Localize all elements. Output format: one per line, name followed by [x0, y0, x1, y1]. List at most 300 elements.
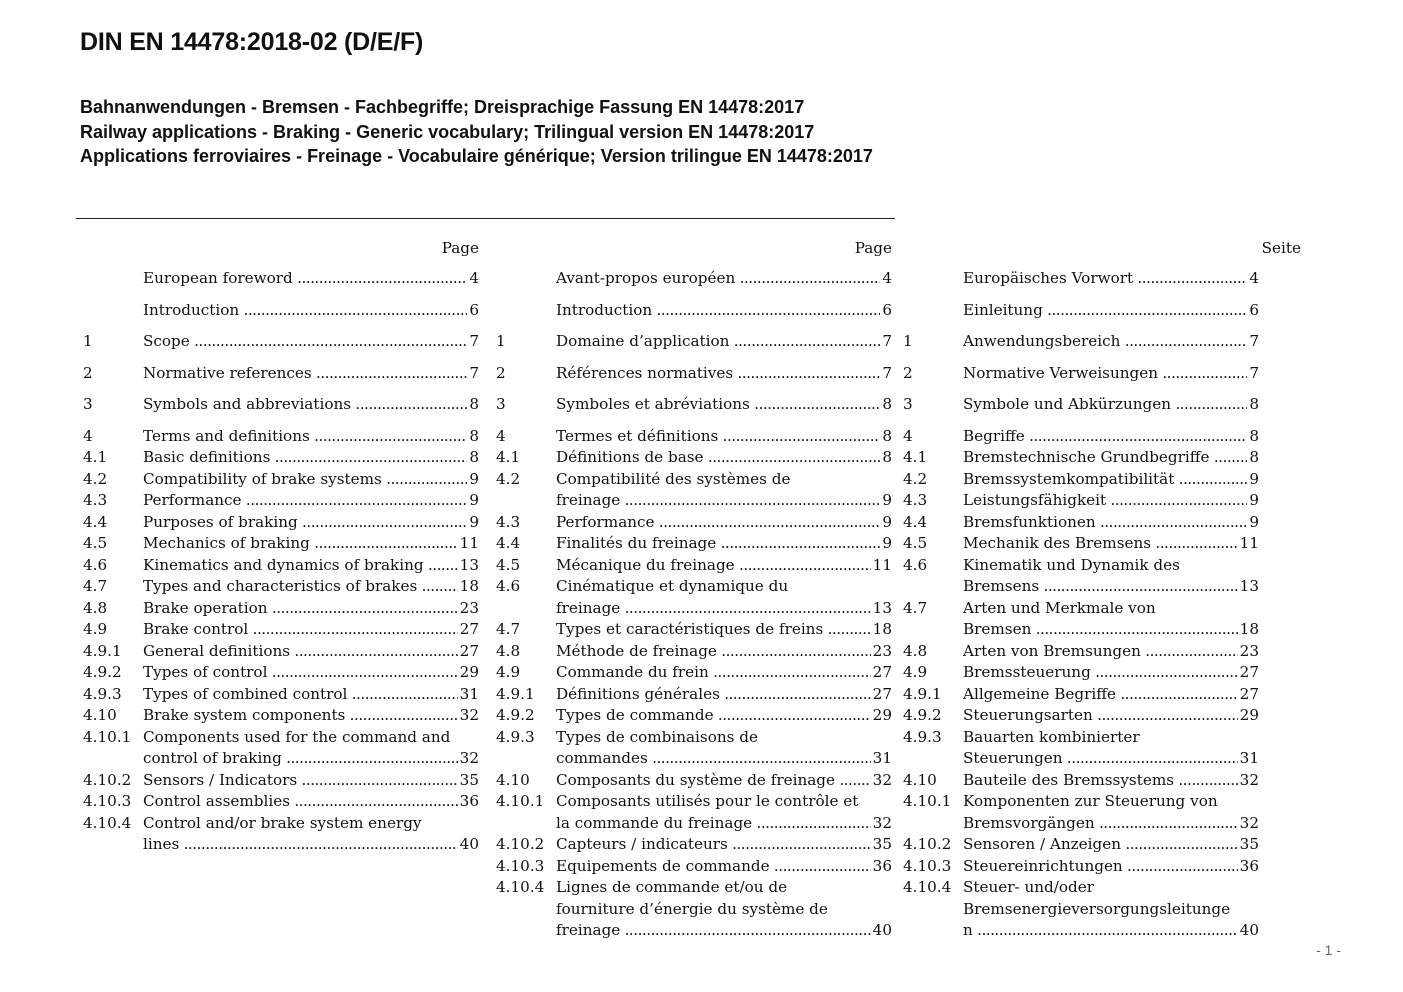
toc-entry[interactable] — [496, 834, 892, 856]
toc-entry[interactable] — [903, 705, 1259, 727]
toc-entry-title: Bremsens — [963, 577, 1040, 595]
toc-entry-title: Allgemeine Begriffe — [963, 684, 1117, 703]
toc-entry[interactable] — [83, 469, 479, 491]
toc-entry-title: Mechanics of braking — [143, 534, 310, 552]
toc-entry-title: Bauarten kombinierter — [963, 727, 1140, 746]
toc-entry-title: Composants du système de freinage — [556, 770, 836, 789]
toc-entry-title: Terms and definitions — [143, 426, 310, 445]
toc-entry-title: Bremstechnische Grundbegriffe — [963, 448, 1210, 466]
toc-entry-title: Basic definitions — [143, 448, 271, 466]
toc-entry-number: 4.6 — [903, 555, 928, 574]
toc-entry-title: Bremsen — [963, 620, 1032, 638]
toc-entry-number: 4.9.3 — [83, 684, 122, 703]
toc-entry[interactable] — [496, 555, 892, 577]
toc-spacer — [903, 290, 1259, 300]
toc-entry-number: 4.4 — [903, 512, 928, 531]
toc-entry-number: 4.9.2 — [496, 706, 535, 724]
toc-entry-title: Types de commande — [556, 706, 714, 724]
toc-entry-number: 4 — [83, 426, 93, 445]
toc-entry[interactable] — [496, 533, 892, 555]
toc-entry-title: Sensors / Indicators — [143, 770, 298, 789]
toc-entry-number — [903, 576, 963, 598]
toc-entry-page: 11 — [1238, 533, 1259, 555]
toc-entry-number: 4.8 — [496, 641, 521, 660]
toc-entry-page: 8 — [880, 426, 892, 448]
toc-entry-number: 4.4 — [83, 512, 108, 531]
toc-entry-title: Méthode de freinage — [556, 641, 717, 660]
toc-entry-number: 4 — [903, 426, 913, 445]
toc-entry-page: 13 — [1238, 576, 1259, 598]
toc-entry-page: 7 — [880, 363, 892, 385]
toc-entry[interactable] — [83, 727, 479, 770]
toc-entry-title: Kinematics and dynamics of braking — [143, 555, 424, 574]
toc-entry-number: 4.7 — [903, 598, 928, 617]
toc-entry-title: Introduction — [556, 300, 653, 319]
toc-entry-title: Arten von Bremsungen — [963, 641, 1141, 660]
title-divider — [76, 218, 895, 219]
toc-entry-page: 40 — [871, 920, 892, 942]
toc-entry[interactable] — [903, 555, 1259, 598]
toc-entry-number — [903, 899, 963, 921]
toc-entry-number: 4.10.4 — [903, 878, 952, 896]
toc-entry-number: 4.9 — [83, 620, 108, 638]
toc-entry[interactable] — [903, 877, 1259, 942]
toc-spacer — [83, 353, 479, 363]
toc-spacer — [83, 416, 479, 426]
toc-entry[interactable] — [903, 727, 1259, 770]
toc-entry[interactable] — [496, 770, 892, 792]
toc-entry[interactable] — [903, 598, 1259, 641]
toc-entry[interactable] — [83, 268, 479, 290]
toc-entry-number: 3 — [83, 395, 93, 413]
toc-entry-page: 7 — [467, 363, 479, 385]
toc-entry-page: 9 — [467, 490, 479, 512]
toc-entry-page: 32 — [458, 748, 479, 770]
toc-entry-number — [496, 748, 556, 770]
toc-entry-list — [496, 268, 892, 942]
toc-entry-title: Cinématique et dynamique du — [556, 577, 789, 595]
toc-entry-page: 27 — [871, 684, 892, 706]
toc-entry-number: 3 — [903, 395, 913, 413]
toc-entry-title: Komponenten zur Steuerung von — [963, 792, 1218, 810]
toc-entry-title: Equipements de commande — [556, 856, 770, 875]
toc-spacer — [83, 290, 479, 300]
toc-entry[interactable] — [83, 598, 479, 620]
toc-entry-number: 4.4 — [496, 534, 521, 552]
toc-entry-title: Commande du frein — [556, 663, 709, 681]
toc-entry-number: 4.9.2 — [903, 706, 942, 724]
toc-spacer — [903, 321, 1259, 331]
toc-entry-title: Bauteile des Bremssystems — [963, 770, 1175, 789]
toc-entry[interactable] — [496, 877, 892, 942]
toc-entry[interactable] — [496, 363, 892, 385]
toc-entry[interactable] — [903, 426, 1259, 448]
toc-entry[interactable] — [83, 770, 479, 792]
toc-entry-title: Mécanique du freinage — [556, 555, 735, 574]
toc-spacer — [496, 321, 892, 331]
toc-entry[interactable] — [496, 576, 892, 619]
toc-entry[interactable] — [496, 469, 892, 512]
toc-entry-title: freinage — [556, 921, 621, 939]
toc-entry-page: 7 — [1247, 363, 1259, 385]
toc-entry[interactable] — [903, 268, 1259, 290]
toc-entry[interactable] — [903, 856, 1259, 878]
toc-spacer — [83, 321, 479, 331]
toc-entry-number — [903, 268, 963, 290]
toc-entry-page: 11 — [458, 533, 479, 555]
toc-entry-title: Compatibility of brake systems — [143, 469, 382, 488]
toc-entry-number: 4.7 — [496, 620, 521, 638]
toc-entry-number — [903, 813, 963, 835]
toc-entry-title: Performance — [143, 491, 242, 509]
toc-entry-page: 36 — [458, 791, 479, 813]
toc-entry-number: 4.10 — [903, 770, 937, 789]
toc-entry-page: 27 — [458, 641, 479, 663]
toc-entry-number: 4.5 — [83, 534, 108, 552]
toc-column-german — [903, 236, 1301, 942]
toc-entry[interactable] — [83, 813, 479, 856]
toc-entry[interactable] — [903, 641, 1259, 663]
toc-entry[interactable] — [83, 512, 479, 534]
toc-entry[interactable] — [903, 662, 1259, 684]
toc-entry-number: 4.2 — [496, 469, 521, 488]
page-number: - 1 - — [1316, 942, 1341, 958]
toc-entry-number: 2 — [83, 363, 93, 382]
toc-entry[interactable] — [496, 300, 892, 322]
toc-entry-number: 4.1 — [496, 448, 521, 466]
toc-entry-number: 4.6 — [496, 577, 521, 595]
toc-entry-page: 36 — [1238, 856, 1259, 878]
toc-entry[interactable] — [496, 512, 892, 534]
toc-entry-title: General definitions — [143, 641, 291, 660]
toc-entry-page: 32 — [871, 813, 892, 835]
toc-entry-title: Performance — [556, 512, 655, 531]
toc-entry-title: lines — [143, 835, 180, 853]
toc-page-heading: Seite — [1261, 239, 1301, 257]
toc-entry[interactable] — [83, 576, 479, 598]
toc-entry-number — [496, 490, 556, 512]
toc-entry-title: Steuerungen — [963, 749, 1063, 767]
toc-entry-number: 4.10.1 — [903, 792, 952, 810]
toc-entry-number: 4.10 — [496, 770, 530, 789]
toc-entry-page: 8 — [1247, 447, 1259, 469]
toc-entry-title: Bremssteuerung — [963, 663, 1091, 681]
toc-entry[interactable] — [83, 791, 479, 813]
toc-spacer — [903, 416, 1259, 426]
toc-entry[interactable] — [903, 834, 1259, 856]
toc-entry-number: 4.9.3 — [903, 727, 942, 746]
toc-entry-number — [903, 748, 963, 770]
toc-entry-title: Brake operation — [143, 598, 268, 617]
toc-entry[interactable] — [496, 684, 892, 706]
toc-entry-title: Compatibilité des systèmes de — [556, 469, 791, 488]
toc-entry-title: n — [963, 921, 973, 939]
toc-entry[interactable] — [903, 533, 1259, 555]
toc-entry-title: Brake system components — [143, 706, 346, 724]
toc-entry-page: 31 — [871, 748, 892, 770]
toc-entry-title: Leistungsfähigkeit — [963, 491, 1107, 509]
toc-entry-page: 31 — [458, 684, 479, 706]
toc-entry-title: Symbole und Abkürzungen — [963, 395, 1172, 413]
toc-entry-page: 29 — [458, 662, 479, 684]
toc-entry-number: 2 — [496, 363, 506, 382]
toc-entry-title: Capteurs / indicateurs — [556, 835, 728, 853]
toc-entry-title: Arten und Merkmale von — [963, 598, 1156, 617]
toc-entry-title: Components used for the command and — [143, 727, 451, 746]
toc-entry-page: 4 — [1247, 268, 1259, 290]
toc-entry-number: 4.10.3 — [496, 856, 545, 875]
toc-entry-number: 4.1 — [83, 448, 108, 466]
toc-entry[interactable] — [903, 512, 1259, 534]
toc-entry[interactable] — [496, 619, 892, 641]
toc-entry-title: European foreword — [143, 269, 293, 287]
toc-entry-number: 4.10.1 — [83, 727, 132, 746]
toc-entry-page: 23 — [458, 598, 479, 620]
toc-entry-number: 3 — [496, 395, 506, 413]
toc-entry-page: 8 — [467, 447, 479, 469]
toc-entry-page: 8 — [467, 394, 479, 416]
toc-entry-number: 4.5 — [903, 534, 928, 552]
toc-entry-number: 4.2 — [903, 469, 928, 488]
toc-entry-page: 36 — [871, 856, 892, 878]
toc-entry-page: 13 — [458, 555, 479, 577]
toc-entry-number — [903, 619, 963, 641]
toc-entry-page: 35 — [871, 834, 892, 856]
toc-entry[interactable] — [496, 662, 892, 684]
toc-entry-title: Bremsfunktionen — [963, 512, 1096, 531]
toc-entry-page: 6 — [880, 300, 892, 322]
toc-entry[interactable] — [83, 331, 479, 353]
toc-entry-page: 7 — [467, 331, 479, 353]
toc-entry-page: 32 — [1238, 813, 1259, 835]
toc-entry-page: 27 — [871, 662, 892, 684]
toc-entry-number: 4.6 — [83, 555, 108, 574]
toc-entry-title: commandes — [556, 749, 648, 767]
toc-entry-number: 4.10.3 — [83, 792, 132, 810]
toc-entry-page: 27 — [1238, 662, 1259, 684]
toc-entry-number: 4.10.3 — [903, 856, 952, 875]
toc-entry[interactable] — [83, 363, 479, 385]
toc-entry-page: 18 — [458, 576, 479, 598]
toc-entry-page: 29 — [871, 705, 892, 727]
toc-entry-number: 4.9.1 — [496, 684, 535, 703]
toc-entry-number — [903, 300, 963, 322]
document-subtitles — [80, 96, 895, 170]
subtitle-french: Applications ferroviaires - Freinage - Vocabulaire générique; Version trilingue EN 14478:2017 — [80, 146, 873, 166]
toc-entry-title: Steuereinrichtungen — [963, 856, 1123, 875]
toc-entry[interactable] — [83, 533, 479, 555]
toc-entry-title: Composants utilisés pour le contrôle et — [556, 792, 859, 810]
toc-entry-title: la commande du freinage — [556, 813, 753, 832]
toc-entry-page: 9 — [1247, 469, 1259, 491]
toc-entry-page: 40 — [1238, 920, 1259, 942]
toc-entry[interactable] — [83, 447, 479, 469]
toc-entry[interactable] — [903, 684, 1259, 706]
toc-entry[interactable] — [903, 447, 1259, 469]
toc-entry[interactable] — [903, 791, 1259, 834]
toc-entry-title: Introduction — [143, 300, 240, 319]
toc-spacer — [83, 384, 479, 394]
toc-entry-page: 4 — [467, 268, 479, 290]
toc-entry-number: 4.10.4 — [83, 813, 132, 832]
toc-entry-number: 4.10.2 — [83, 770, 132, 789]
toc-entry-number: 4 — [496, 426, 506, 445]
toc-entry-number: 4.9.1 — [83, 641, 122, 660]
toc-entry-title: Steuerungsarten — [963, 706, 1093, 724]
toc-entry-number: 4.10.2 — [903, 835, 952, 853]
toc-entry-page: 8 — [467, 426, 479, 448]
toc-entry-number — [496, 813, 556, 835]
toc-entry-number: 4.2 — [83, 469, 108, 488]
toc-entry-page: 8 — [1247, 394, 1259, 416]
toc-entry-title: Types de combinaisons de — [556, 727, 758, 746]
toc-entry-number: 4.9.2 — [83, 663, 122, 681]
toc-entry[interactable] — [83, 619, 479, 641]
toc-entry-number: 4.3 — [83, 491, 108, 509]
toc-entry-page: 9 — [467, 512, 479, 534]
toc-entry-page: 32 — [458, 705, 479, 727]
toc-entry-title: fourniture d’énergie du système de — [556, 899, 828, 918]
toc-entry[interactable] — [903, 394, 1259, 416]
toc-entry[interactable] — [496, 394, 892, 416]
toc-entry[interactable] — [83, 300, 479, 322]
toc-entry[interactable] — [496, 426, 892, 448]
toc-entry[interactable] — [903, 363, 1259, 385]
toc-entry-title: Symboles et abréviations — [556, 395, 750, 413]
toc-entry-page: 9 — [880, 490, 892, 512]
toc-entry-title: Types of combined control — [143, 684, 348, 703]
toc-entry-page: 7 — [880, 331, 892, 353]
toc-entry-number: 4.9 — [903, 663, 928, 681]
toc-entry-number — [83, 268, 143, 290]
toc-entry-number — [496, 899, 556, 921]
toc-spacer — [903, 353, 1259, 363]
toc-entry-number: 4.9.1 — [903, 684, 942, 703]
toc-entry-title: Finalités du freinage — [556, 534, 717, 552]
toc-entry-title: control of braking — [143, 749, 282, 767]
toc-entry-number: 4.3 — [903, 491, 928, 509]
toc-entry[interactable] — [496, 705, 892, 727]
toc-page-heading: Page — [854, 239, 892, 257]
toc-entry-number — [496, 268, 556, 290]
toc-entry-title: Bremsvorgängen — [963, 813, 1095, 832]
toc-entry-number: 2 — [903, 363, 913, 382]
toc-entry-page: 29 — [1238, 705, 1259, 727]
toc-entry-number: 4.7 — [83, 577, 108, 595]
toc-entry-number: 4.10.2 — [496, 835, 545, 853]
toc-entry-page: 13 — [871, 598, 892, 620]
toc-entry-title: Références normatives — [556, 363, 734, 382]
toc-entry[interactable] — [496, 447, 892, 469]
toc-entry[interactable] — [496, 727, 892, 770]
toc-entry[interactable] — [83, 426, 479, 448]
toc-entry-number: 4.1 — [903, 448, 928, 466]
toc-entry-title: Termes et définitions — [556, 426, 719, 445]
toc-entry[interactable] — [83, 641, 479, 663]
toc-entry-title: Types and characteristics of brakes — [143, 577, 418, 595]
toc-entry-number — [83, 300, 143, 322]
toc-entry-list — [903, 268, 1259, 942]
toc-entry-number — [83, 748, 143, 770]
toc-entry-title: Scope — [143, 332, 190, 350]
toc-entry-page: 35 — [1238, 834, 1259, 856]
toc-entry-title: Sensoren / Anzeigen — [963, 835, 1122, 853]
toc-entry[interactable] — [496, 268, 892, 290]
toc-entry-page: 27 — [1238, 684, 1259, 706]
toc-entry-number: 4.10.1 — [496, 792, 545, 810]
toc-entry-title: Définitions de base — [556, 448, 704, 466]
toc-entry-number — [83, 834, 143, 856]
toc-entry-page: 23 — [871, 641, 892, 663]
toc-entry[interactable] — [903, 469, 1259, 491]
toc-entry-page: 23 — [1238, 641, 1259, 663]
toc-page-heading: Page — [441, 239, 479, 257]
toc-entry[interactable] — [903, 490, 1259, 512]
toc-entry-title: Steuer- und/oder — [963, 878, 1094, 896]
toc-entry-number: 1 — [496, 332, 506, 350]
toc-entry-title: Avant-propos européen — [556, 269, 736, 287]
toc-entry[interactable] — [903, 300, 1259, 322]
toc-entry[interactable] — [83, 705, 479, 727]
toc-entry-page: 9 — [880, 533, 892, 555]
toc-entry-title: Brake control — [143, 620, 249, 638]
toc-column-french — [496, 236, 892, 942]
toc-entry-page: 8 — [1247, 426, 1259, 448]
toc-entry-page: 32 — [1238, 770, 1259, 792]
toc-entry-number: 4.9.3 — [496, 727, 535, 746]
toc-entry-title: freinage — [556, 598, 621, 617]
toc-entry-number: 4.5 — [496, 555, 521, 574]
toc-entry-number — [496, 920, 556, 942]
toc-entry-number: 4.9 — [496, 663, 521, 681]
toc-entry-number: 4.10 — [83, 706, 117, 724]
toc-entry-title: Bremsenergieversorgungsleitunge — [963, 899, 1231, 918]
toc-entry[interactable] — [83, 662, 479, 684]
toc-entry-number: 1 — [83, 332, 93, 350]
toc-entry-page: 6 — [467, 300, 479, 322]
toc-spacer — [496, 416, 892, 426]
toc-entry[interactable] — [496, 641, 892, 663]
toc-entry-page: 7 — [1247, 331, 1259, 353]
toc-entry-title: Control and/or brake system energy — [143, 813, 422, 832]
toc-entry[interactable] — [83, 490, 479, 512]
toc-entry-title: Types et caractéristiques de freins — [556, 620, 824, 638]
toc-entry[interactable] — [83, 684, 479, 706]
toc-entry[interactable] — [496, 331, 892, 353]
toc-entry-page: 9 — [880, 512, 892, 534]
toc-entry-title: Anwendungsbereich — [963, 332, 1121, 350]
toc-entry-title: Bremssystemkompatibilität — [963, 469, 1175, 488]
toc-entry-title: Types of control — [143, 663, 268, 681]
toc-entry[interactable] — [903, 331, 1259, 353]
toc-entry[interactable] — [83, 394, 479, 416]
toc-entry[interactable] — [496, 856, 892, 878]
toc-entry-page: 9 — [467, 469, 479, 491]
toc-entry[interactable] — [83, 555, 479, 577]
toc-entry-page: 32 — [871, 770, 892, 792]
toc-entry-page: 31 — [1238, 748, 1259, 770]
toc-entry[interactable] — [903, 770, 1259, 792]
toc-entry-page: 35 — [458, 770, 479, 792]
toc-entry-title: Mechanik des Bremsens — [963, 534, 1152, 552]
toc-entry-page: 9 — [1247, 490, 1259, 512]
toc-entry-page: 18 — [871, 619, 892, 641]
toc-entry-title: Lignes de commande et/ou de — [556, 878, 788, 896]
toc-entry-number: 4.3 — [496, 512, 521, 531]
toc-entry-title: Normative references — [143, 363, 312, 382]
toc-entry[interactable] — [496, 791, 892, 834]
toc-entry-page: 11 — [871, 555, 892, 577]
